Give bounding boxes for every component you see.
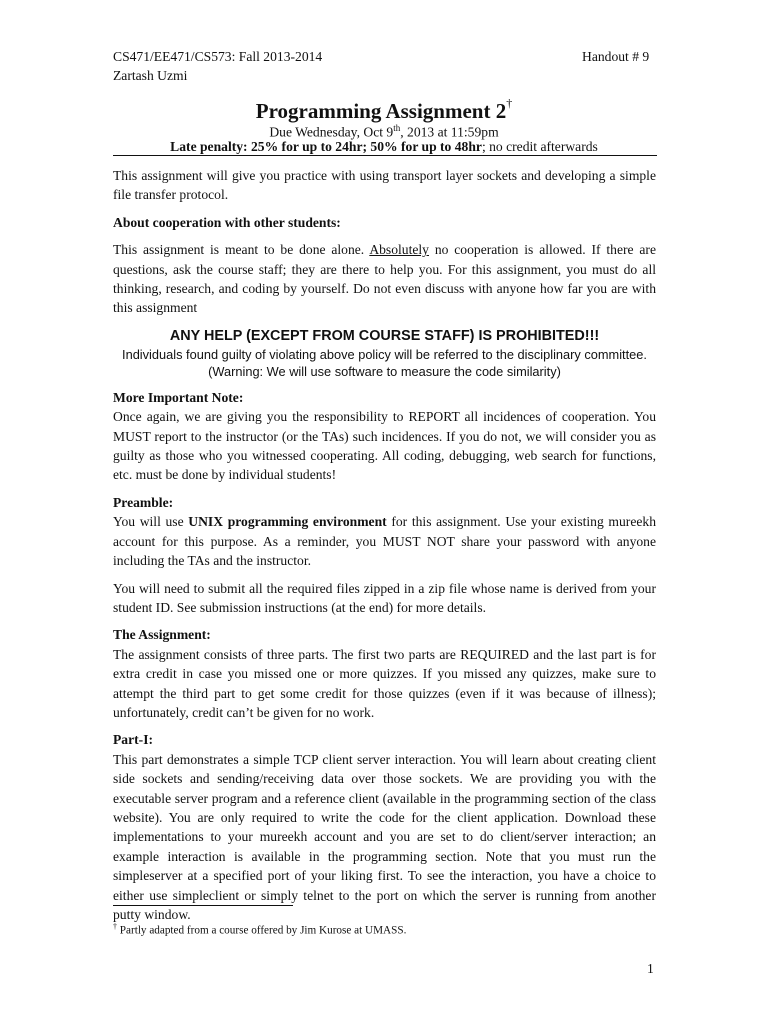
preamble-heading: Preamble:: [113, 494, 174, 510]
document-body: [113, 166, 656, 932]
cooperation-heading: About cooperation with other students:: [113, 214, 341, 230]
title-footnote-mark: †: [506, 96, 513, 110]
part1-paragraph: This part demonstrates a simple TCP client server interaction. You will learn about creating client side sockets and sending/receiving data over those sockets. We are providing you with the executable server program and a reference client (available in the programming section of the class website). You are only required to write the code for the client application. Download these implementations to your mureekh account and you are set to do client/server interaction; an example interaction is available in the programming section. Note that you must run the simpleserver at a specified port of your liking first. To see the interaction, you have a choice to either use simpleclient or simply telnet to the port on which the server is running from another putty window.: [113, 751, 656, 922]
due-date-ordinal: th: [393, 123, 401, 133]
late-penalty-bold: Late penalty: 25% for up to 24hr; 50% for up to 48hr: [170, 139, 482, 154]
preamble-text-end: for this assignment. Use your existing mureekh account for this purpose. As a reminder, you MUST NOT share your password with anyone including the TAs and the instructor.: [113, 514, 656, 569]
late-penalty: [0, 137, 768, 156]
warning-software: (Warning: We will use software to measure the code similarity): [208, 363, 561, 379]
page-number: 1: [647, 961, 654, 976]
preamble-environment: UNIX programming environment: [188, 514, 387, 530]
warning-title: ANY HELP (EXCEPT FROM COURSE STAFF) IS PROHIBITED!!!: [169, 327, 600, 344]
preamble-paragraph: [113, 512, 656, 570]
header-left: [113, 47, 322, 85]
warning-policy: Individuals found guilty of violating above policy will be referred to the disciplinary committee.: [122, 346, 647, 362]
warning-block: [113, 326, 656, 380]
preamble-text-start: You will use: [113, 514, 189, 530]
title-text: Programming Assignment 2: [255, 99, 507, 123]
due-date-time: , 2013 at 11:59pm: [400, 124, 499, 140]
due-date-text: Due Wednesday, Oct 9: [269, 124, 394, 140]
intro-paragraph: This assignment will give you practice with using transport layer sockets and developing a simple file transfer protocol.: [113, 168, 656, 203]
footnote-divider: [113, 905, 293, 906]
submission-paragraph: You will need to submit all the required files zipped in a zip file whose name is derived from your student ID. See submission instructions (at the end) for more details.: [113, 580, 656, 615]
cooperation-text-end: no cooperation is allowed. If there are questions, ask the course staff; they are there to help you. For this assignment, you must do all thinking, research, and coding by yourself. Do not even discuss with anyone how far you are with this assignment: [113, 242, 656, 316]
footnote-mark: †: [113, 922, 117, 931]
important-heading: More Important Note:: [113, 389, 244, 405]
footnote: [113, 917, 406, 941]
late-penalty-rest: ; no credit afterwards: [481, 139, 598, 154]
cooperation-emphasis: Absolutely: [369, 242, 429, 258]
instructor-name: Zartash Uzmi: [113, 68, 188, 83]
handout-number: Handout # 9: [582, 49, 650, 64]
cooperation-text-start: This assignment is meant to be done alone.: [113, 242, 370, 258]
footnote-text: Partly adapted from a course offered by Jim Kurose at UMASS.: [117, 924, 407, 937]
part1-heading: Part-I:: [113, 732, 154, 748]
important-paragraph: Once again, we are giving you the responsibility to REPORT all incidences of cooperation. You MUST report to the instructor (or the TAs) such incidences. If you do not, we will consider you as guilty as those who you witnessed cooperating. All coding, debugging, web search for functions, etc. must be done by individual students!: [113, 409, 656, 483]
title-divider: [113, 155, 657, 156]
cooperation-paragraph: [113, 240, 656, 318]
assignment-paragraph: The assignment consists of three parts. The first two parts are REQUIRED and the last part is for extra credit in case you missed one or more quizzes. If you missed any quizzes, make sure to attempt the third part to get some credit for those quizzes (even if it was because of illness); unfortunately, credit can’t be given for no work.: [113, 646, 656, 720]
course-code: CS471/EE471/CS573: Fall 2013-2014: [113, 49, 323, 64]
assignment-heading: The Assignment:: [113, 627, 211, 643]
